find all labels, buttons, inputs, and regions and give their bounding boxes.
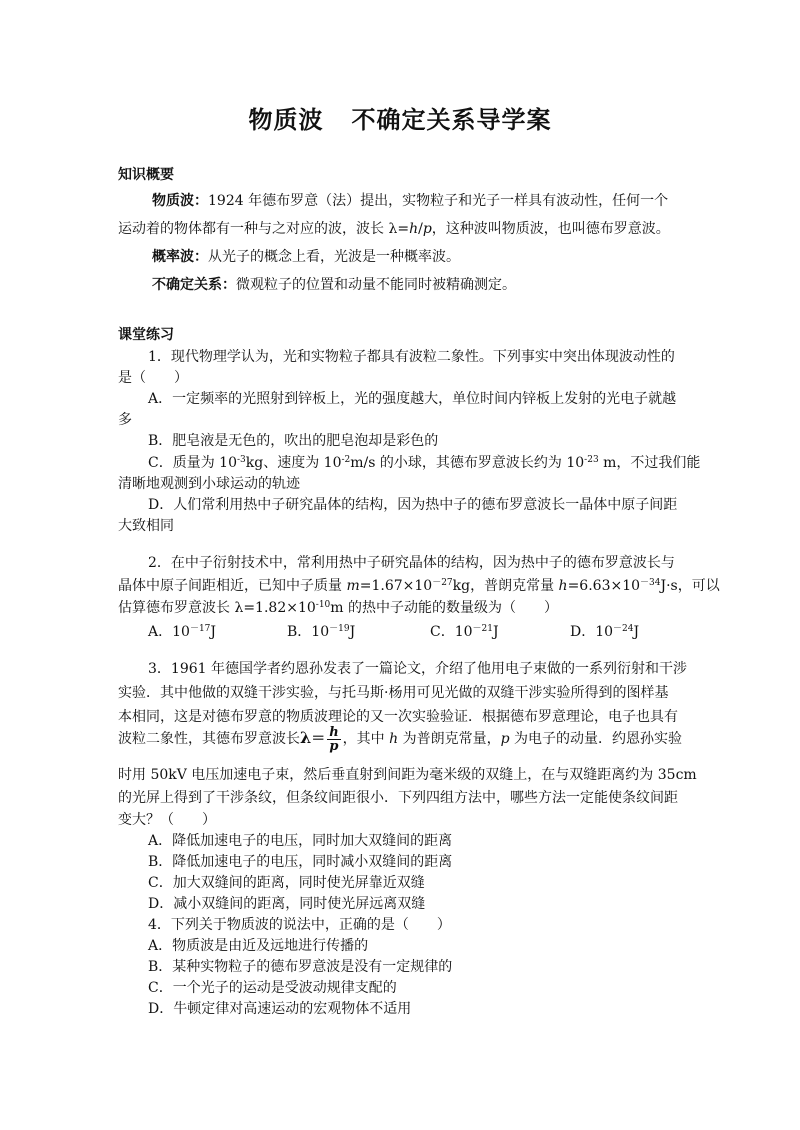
q3-option-c: C．加大双缝间的距离，同时使光屏靠近双缝 [148, 875, 425, 891]
q1-stem-1: 1．现代物理学认为，光和实物粒子都具有波粒二象性。下列事实中突出体现波动性的 [148, 349, 675, 365]
q3-stem-6: 的光屏上得到了干涉条纹，但条纹间距很小．下列四组方法中，哪些方法一定能使条纹间距 [118, 790, 678, 806]
q1-stem-2: 是（ ） [118, 370, 188, 386]
uncertainty-line: 不确定关系：微观粒子的位置和动量不能同时被精确测定。 [152, 277, 516, 293]
q2-stem-1: 2．在中子衍射技术中，常利用热中子研究晶体的结构，因为热中子的德布罗意波长与 [148, 555, 675, 571]
q4-option-d: D．牛顿定律对高速运动的宏观物体不适用 [148, 1001, 412, 1017]
q2-option-c: C．$10^{-21}J$ [430, 624, 499, 640]
matter-wave-label: 物质波： [152, 193, 208, 209]
q1-option-d-2: 大致相同 [118, 518, 174, 534]
title-part-1: 物质波 [248, 105, 324, 134]
q2-stem-3: 估算德布罗意波长 $\lambda=1.82\times 10^{-10}m$ 的热中子动能的数量级为（ ） [118, 600, 559, 616]
q3-stem-1: 3．1961 年德国学者约恩孙发表了一篇论文，介绍了他用电子束做的一系列衍射和干涉 [148, 661, 687, 677]
q2-option-d: D．$10^{-24}J$ [570, 624, 640, 640]
q1-option-d-1: D．人们常利用热中子研究晶体的结构，因为热中子的德布罗意波长一晶体中原子间距 [148, 497, 678, 513]
matter-wave-line-2: 运动着的物体都有一种与之对应的波，波长 λ=h/p，这种波叫物质波，也叫德布罗意波。 [118, 221, 670, 237]
uncertainty-label: 不确定关系： [152, 277, 236, 293]
q1-option-a-2: 多 [118, 412, 132, 428]
q3-option-d: D．减小双缝间的距离，同时使光屏远离双缝 [148, 896, 426, 912]
probability-wave-label: 概率波： [152, 249, 208, 265]
section-heading-practice: 课堂练习 [118, 327, 174, 343]
q1-option-c-1: C．质量为 $10^{-3}kg$、速度为 $10^{-2}m/s$ 的小球，其德布罗意波长约为 $10^{-23}$ m，不过我们能 [148, 455, 701, 471]
page-title [0, 100, 800, 135]
title-part-2: 不确定关系导学案 [351, 105, 552, 134]
q3-stem-3: 本相同，这是对德布罗意的物质波理论的又一次实验验证．根据德布罗意理论，电子也具有 [118, 709, 678, 725]
q2-option-b: B．$10^{-19}J$ [287, 624, 356, 640]
q1-option-c-2: 清晰地观测到小球运动的轨迹 [118, 476, 300, 492]
q2-stem-2: 晶体中原子间距相近，已知中子质量 $m=1.67\times 10^{-27}kg$，普朗克常量 $h=6.63\times 10^{-34}J\cdot s$，可以 [118, 578, 720, 594]
wavelength-fraction: $\frac{h}{p}$ [329, 724, 339, 754]
q3-stem-4: 波粒二象性，其德布罗意波长λ＝ $\frac{h}{p}$ ，其中 h 为普朗克常量，p 为电子的动量．约恩孙实验 [118, 724, 683, 754]
q3-option-b: B．降低加速电子的电压，同时减小双缝间的距离 [148, 854, 453, 870]
q3-option-a: A．降低加速电子的电压，同时加大双缝间的距离 [148, 833, 453, 849]
q3-stem-5: 时用 50kV 电压加速电子束，然后垂直射到间距为毫米级的双缝上，在与双缝距离约为 35cm [118, 767, 697, 783]
q3-stem-2: 实验．其中他做的双缝干涉实验，与托马斯·杨用可见光做的双缝干涉实验所得到的图样基 [118, 685, 669, 701]
probability-wave-line: 概率波：从光子的概念上看，光波是一种概率波。 [152, 249, 460, 265]
q2-option-a: A．$10^{-17}J$ [148, 624, 217, 640]
q1-option-a-1: A．一定频率的光照射到锌板上，光的强度越大，单位时间内锌板上发射的光电子就越 [148, 391, 677, 407]
q4-option-a: A．物质波是由近及远地进行传播的 [148, 938, 369, 954]
q3-stem-7: 变大？（ ） [118, 812, 216, 828]
q4-option-b: B．某种实物粒子的德布罗意波是没有一定规律的 [148, 959, 453, 975]
matter-wave-line-1: 物质波：1924 年德布罗意（法）提出，实物粒子和光子一样具有波动性，任何一个 [152, 193, 669, 209]
q4-option-c: C．一个光子的运动是受波动规律支配的 [148, 980, 397, 996]
q1-option-b: B．肥皂液是无色的，吹出的肥皂泡却是彩色的 [148, 433, 439, 449]
q4-stem: 4．下列关于物质波的说法中，正确的是（ ） [148, 917, 451, 933]
section-heading-knowledge: 知识概要 [118, 167, 174, 183]
